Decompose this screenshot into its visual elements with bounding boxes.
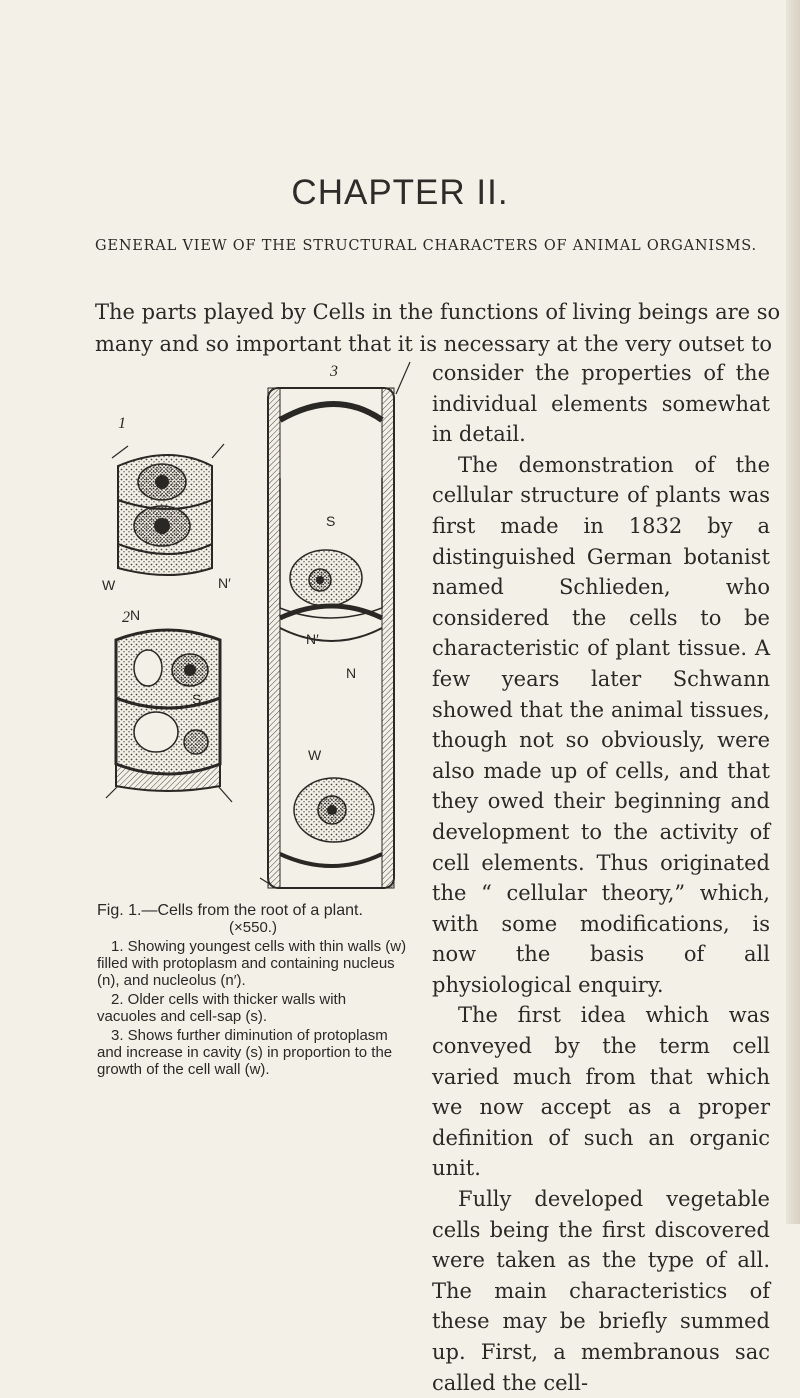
intro-line-1: The parts played by Cells in the functions of living beings are so (95, 300, 781, 324)
figure-label-w: W (102, 577, 116, 593)
caption-item-1: 1. Showing youngest cells with thin walls (w) filled with protoplasm and containing nucleus (n), and nucleolus (n′). (97, 938, 407, 989)
caption-item-2: 2. Older cells with thicker walls with vacuoles and cell-sap (s). (97, 991, 347, 1025)
intro-paragraph (95, 296, 781, 360)
figure-label-n-3: N (346, 665, 357, 681)
figure-label-n: N (130, 607, 141, 623)
figure-label-s: S (326, 513, 336, 529)
figure-label-s-2: S (192, 691, 202, 707)
cell-row-1 (112, 444, 224, 575)
intro-line-2: many and so important that it is necessary at the very outset to (95, 332, 773, 356)
cell-figure (100, 358, 418, 900)
caption-magnification: (×550.) (229, 919, 277, 936)
body-column (432, 358, 770, 1398)
figure-label-w-3: W (308, 747, 322, 763)
caption-item-3: 3. Shows further diminution of protoplasm and increase in cavity (s) in proportion to the growth of the cell wall (w). (97, 1027, 393, 1078)
caption-title: Fig. 1.—Cells from the root of a plant. (97, 902, 363, 919)
body-paragraph-1: consider the properties of the individual elements somewhat in detail. (432, 361, 770, 447)
figure-label-1: 1 (118, 415, 126, 432)
cell-column-3 (260, 362, 410, 888)
figure-label-3: 3 (330, 363, 338, 380)
figure-label-n-prime-3: N′ (306, 631, 319, 647)
body-paragraph-3: The first idea which was conveyed by the term cell varied much from that which we now accept as a proper definition of such an organic unit. (432, 1003, 770, 1181)
figure-caption (97, 902, 409, 1078)
plant-root-cells-illustration (100, 358, 418, 900)
figure-label-2: 2 (122, 609, 130, 626)
section-heading: GENERAL VIEW OF THE STRUCTURAL CHARACTERS OF ANIMAL ORGANISMS. (95, 238, 757, 254)
body-paragraph-4: Fully developed vegetable cells being the first discovered were taken as the type of all. The main characteristics of these may be briefly summed up. First, a membranous sac called the cell- (432, 1187, 770, 1395)
chapter-title: CHAPTER II. (291, 173, 509, 212)
figure-label-n-prime: N′ (218, 575, 231, 591)
body-paragraph-2: The demonstration of the cellular structure of plants was first made in 1832 by a distinguished German botanist named Schlieden, who considered the cells to be characteristic of plant tissue. A few years later Schwann showed that the animal tissues, though not so obviously, were also made up of cells, and that they owed their beginning and development to the activity of cell elements. Thus originated the “ cellular theory,” which, with some modifications, is now the basis of all physiological enquiry. (432, 452, 770, 997)
cell-row-2 (106, 630, 232, 802)
